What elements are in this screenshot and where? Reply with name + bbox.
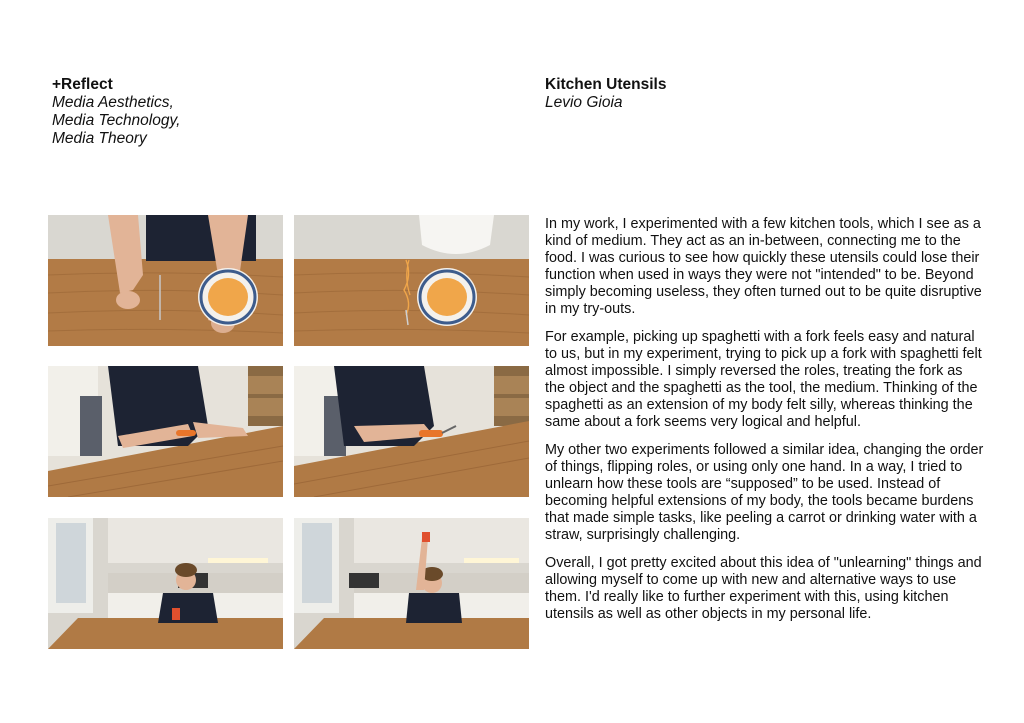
description-paragraph: My other two experiments followed a similar idea, changing the order of things, flipping roles, or using only one hand. In a way, I tried to unlearn how these tools are “supposed” to be used. Instead of becoming helpful extensions of my body, the tools became burdens that made simple tasks, like peeling a carrot or drinking water with a straw, surprisingly challenging. [545,442,984,543]
project-title: Kitchen Utensils [545,76,667,93]
photo-kitchen-drinking-1 [48,518,283,649]
description-paragraph: For example, picking up spaghetti with a fork feels easy and natural to us, but in my experiment, trying to pick up a fork with spaghetti felt almost impossible. I simply reversed the roles, treating the fork as the object and the spaghetti as the tool, the medium. Thinking of the spaghetti as an extension of my body felt silly, whereas thinking the same about a fork seems very logical and helpful. [545,329,982,430]
project-author: Levio Gioia [545,94,623,111]
course-title: +Reflect [52,76,113,93]
course-subtitle-line: Media Aesthetics, [52,94,174,111]
course-subtitle-line: Media Theory [52,130,147,147]
course-header [52,76,180,148]
photo-fork-spaghetti-image [48,215,283,346]
description-paragraph: Overall, I got pretty excited about this idea of "unlearning" things and allowing myself to come up with new and alternative ways to use them. I'd really like to further experiment with this, using kitchen utensils as well as other objects in my personal life. [545,555,982,622]
photo-peeling-carrot-2-image [294,366,529,497]
project-header [545,76,666,112]
photo-spaghetti-plate-image [294,215,529,346]
photo-kitchen-drinking-2 [294,518,529,649]
photo-kitchen-drinking-2-image [294,518,529,649]
course-subtitle-line: Media Technology, [52,112,181,129]
description-paragraph: In my work, I experimented with a few kitchen tools, which I see as a kind of medium. They act as an in-between, connecting me to the food. I was curious to see how quickly these utensils could lose their function when used in ways they were not "intended" to be. Beyond simply becoming useless, they often turned out to be quite disruptive in my try-outs. [545,216,982,317]
photo-spaghetti-plate [294,215,529,346]
photo-peeling-carrot-1 [48,366,283,497]
photo-peeling-carrot-1-image [48,366,283,497]
project-description [545,216,985,634]
photo-peeling-carrot-2 [294,366,529,497]
photo-fork-spaghetti [48,215,283,346]
photo-kitchen-drinking-1-image [48,518,283,649]
